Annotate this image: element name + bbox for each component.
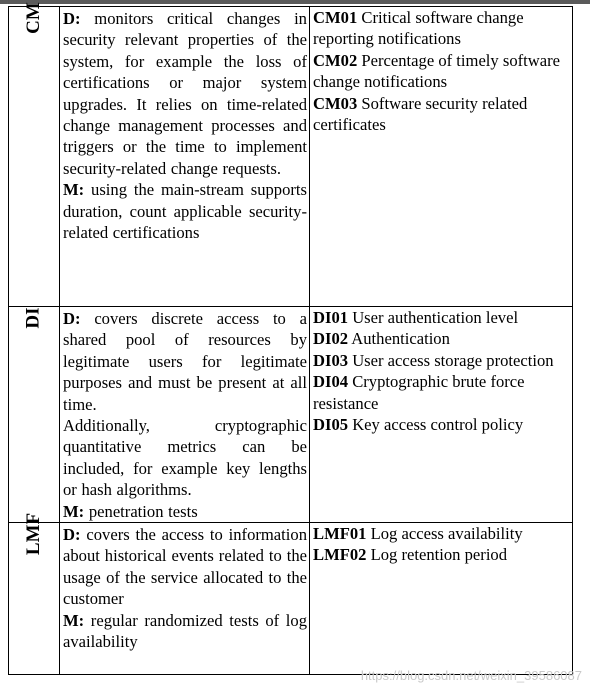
measurement-text: using the main-stream supports duration, count applicable security-related certifications	[63, 180, 307, 243]
description-text: covers the access to information about historical events related to the usage of the service allocated to the customer	[63, 525, 307, 609]
metrics-table	[8, 2, 573, 675]
category-cell-lmf	[9, 512, 60, 675]
metric-text: User authentication level	[352, 308, 519, 327]
description-d-cm	[63, 8, 307, 179]
metric-text: Software security related certificates	[313, 93, 528, 135]
metric-code: DI03	[313, 350, 349, 370]
description-m-cm	[63, 179, 307, 243]
metrics-cell-cm	[310, 7, 573, 307]
metric-item	[313, 350, 568, 371]
metric-text: Authentication	[351, 329, 450, 349]
category-cell-cm	[9, 2, 60, 307]
metric-item	[313, 328, 568, 349]
table-row-di	[9, 307, 573, 523]
m-marker: M:	[63, 180, 85, 200]
metric-item	[313, 523, 568, 544]
metric-text: Log retention period	[370, 545, 508, 565]
d-marker: D:	[63, 309, 81, 328]
metrics-cell-di	[310, 307, 573, 523]
metric-code: DI02	[313, 329, 349, 349]
metric-code: DI05	[313, 415, 349, 435]
metric-code: LMF01	[313, 524, 367, 544]
watermark-url: https://blog.csdn.net/weixin_39586087	[360, 668, 582, 683]
description-extra-di: Additionally, cryptographic quantitative metrics can be included, for example key lengths or hash algorithms.	[63, 416, 307, 500]
metric-item	[313, 371, 568, 414]
category-cell-di	[9, 307, 60, 523]
category-label-cm: CM	[23, 2, 44, 34]
metric-text: Log access availability	[370, 524, 523, 544]
metric-item	[313, 307, 568, 328]
description-cell-di	[60, 307, 310, 523]
category-label-lmf: LMF	[23, 512, 44, 556]
metric-code: DI01	[313, 308, 349, 327]
metric-text: Cryptographic brute force resistance	[313, 372, 525, 413]
description-m-lmf	[63, 610, 307, 653]
metrics-cell-lmf	[310, 523, 573, 675]
d-marker: D:	[63, 9, 81, 28]
metric-text: User access storage protection	[352, 350, 554, 370]
description-text: monitors critical changes in security relevant properties of the system, for example the loss of certifications or major system upgrades. It relies on time-related change management processes and triggers or the time to implement security-related change requests.	[63, 9, 307, 178]
metric-item	[313, 50, 568, 93]
description-cell-lmf	[60, 523, 310, 675]
category-label-di: DI	[23, 307, 44, 329]
metric-code: LMF02	[313, 545, 367, 565]
metric-text: Key access control policy	[352, 415, 524, 435]
metric-item	[313, 7, 568, 50]
metric-code: CM03	[313, 93, 358, 113]
d-marker: D:	[63, 525, 81, 545]
metric-item	[313, 544, 568, 565]
description-d-lmf	[63, 524, 307, 610]
m-marker: M:	[63, 610, 85, 630]
metric-item	[313, 93, 568, 136]
description-d-di	[63, 308, 307, 415]
metric-item	[313, 414, 568, 435]
metric-code: CM02	[313, 50, 358, 70]
description-cell-cm	[60, 7, 310, 307]
metric-code: CM01	[313, 8, 358, 27]
metric-text: Critical software change reporting notifications	[313, 8, 524, 49]
table-row-lmf	[9, 523, 573, 675]
measurement-text: regular randomized tests of log availability	[63, 610, 307, 652]
description-m-di	[63, 501, 307, 522]
top-border-bar	[0, 0, 590, 4]
description-text: covers discrete access to a shared pool of resources by legitimate users for legitimate purposes and must be present at all time.	[63, 309, 307, 414]
table-row-cm	[9, 7, 573, 307]
metric-text: Percentage of timely software change notifications	[313, 50, 560, 92]
metric-code: DI04	[313, 372, 349, 392]
measurement-text: penetration tests	[88, 501, 198, 521]
m-marker: M:	[63, 501, 85, 521]
